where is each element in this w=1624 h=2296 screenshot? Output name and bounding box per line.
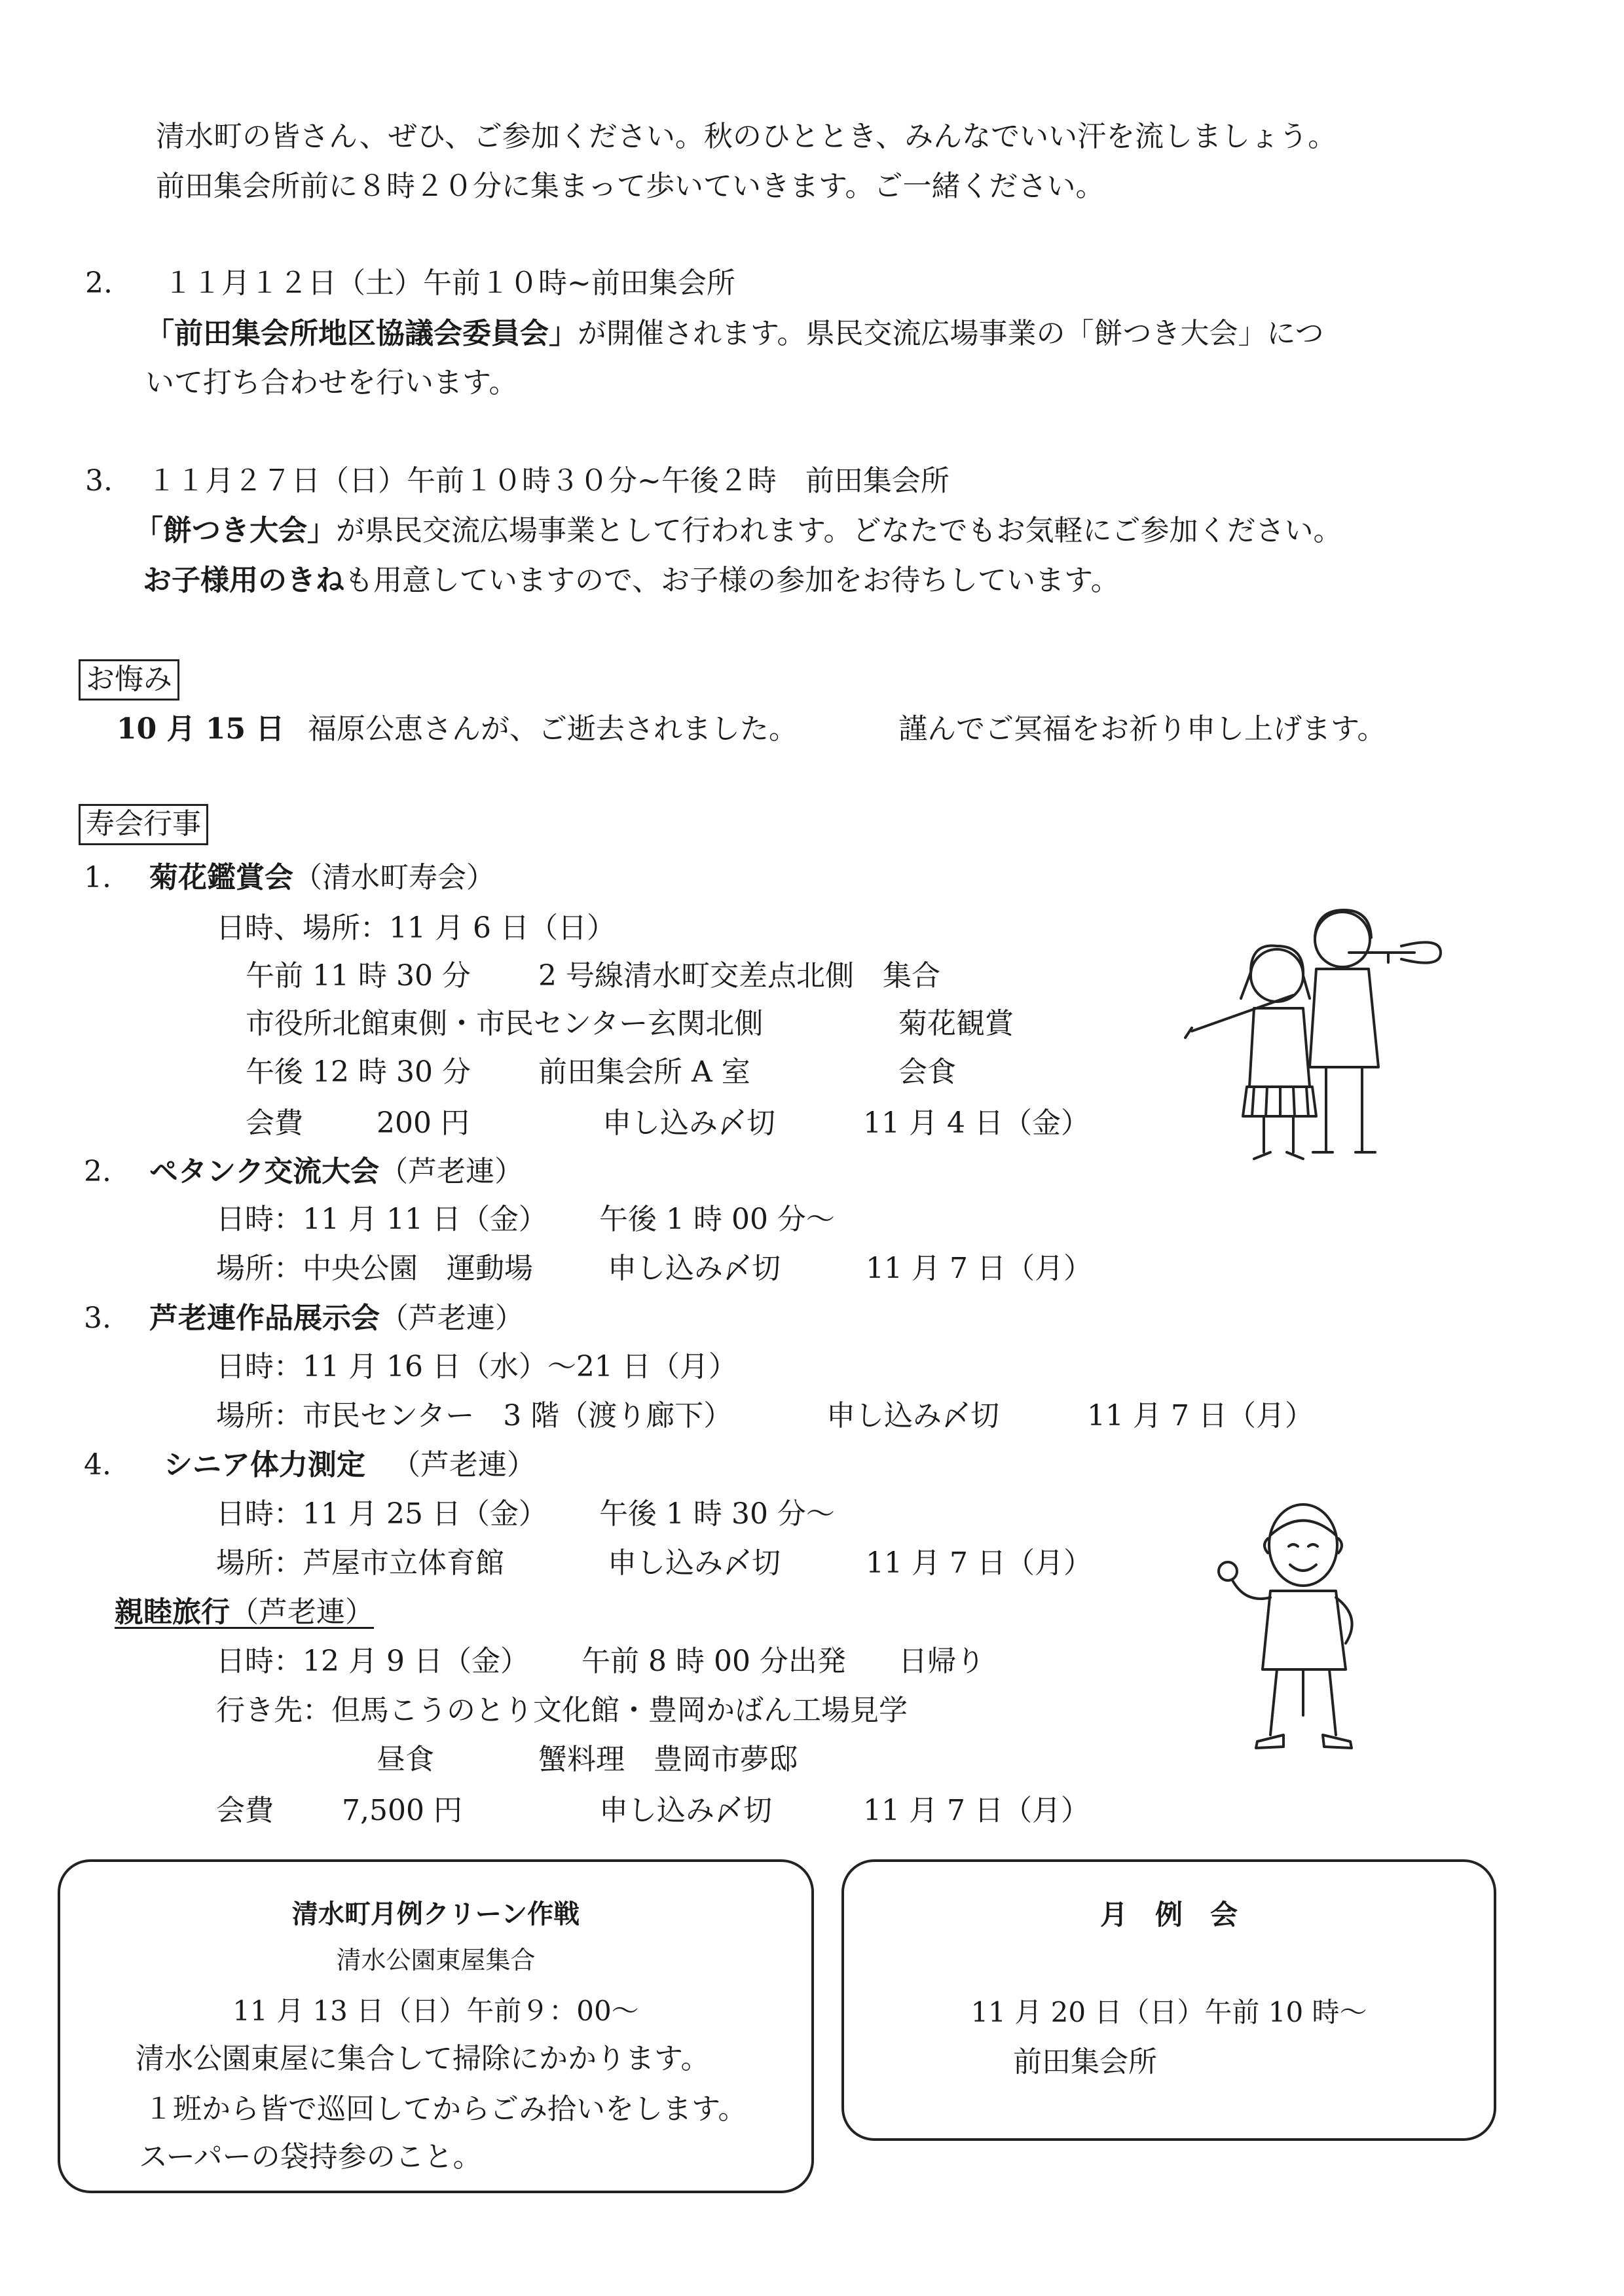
trip-header [115, 1595, 374, 1630]
clean-operation-box [58, 1859, 814, 2193]
trip-line-1a: 日時：12 月 9 日（金） [216, 1645, 529, 1678]
clean-box-line-2: １班から皆で巡回してからごみ拾いをします。 [144, 2092, 747, 2126]
event-3-line-2c: 11 月 7 日（月） [1087, 1399, 1314, 1432]
trip-line-2: 行き先：但馬こうのとり文化館・豊岡かばん工場見学 [216, 1694, 908, 1727]
event-1-header [149, 861, 495, 896]
trip-org: （芦老連） [230, 1595, 374, 1629]
condolence-text-2: 謹んでご冥福をお祈り申し上げます。 [898, 712, 1386, 746]
event-1-line-2a: 午前 11 時 30 分 [246, 959, 471, 993]
event-1-number: 1. [84, 861, 111, 894]
event-1-line-5b: 200 円 [377, 1106, 470, 1140]
event-1-line-2b: 2 号線清水町交差点北側 集合 [538, 959, 940, 993]
item-2-line-2: いて打ち合わせを行います。 [145, 366, 518, 399]
trip-line-4a: 会費 [216, 1794, 274, 1827]
item-3-kids-kine: お子様用のきね [143, 564, 344, 597]
event-1-line-4c: 会食 [898, 1055, 956, 1089]
intro-line-1: 清水町の皆さん、ぜひ、ご参加ください。秋のひととき、みんなでいい汗を流しましょう。 [156, 120, 1337, 153]
event-3-line-2b: 申し込み〆切 [826, 1399, 999, 1432]
item-3-line-1 [134, 514, 1342, 549]
event-1-line-4a: 午後 12 時 30 分 [246, 1055, 471, 1089]
item-3-line-2-rest: も用意していますので、お子様の参加をお待ちしています。 [344, 564, 1120, 597]
event-1-line-3b: 菊花観賞 [898, 1007, 1014, 1040]
event-3-number: 3. [84, 1302, 111, 1335]
trip-line-1b: 午前 8 時 00 分出発 [581, 1645, 846, 1678]
item-2-line-1-rest: が開催されます。県民交流広場事業の「餅つき大会」につ [578, 317, 1324, 350]
condolence-date: 10 月 15 日 [117, 712, 285, 746]
event-4-line-1a: 日時：11 月 25 日（金） [216, 1497, 547, 1531]
event-2-header [149, 1155, 523, 1190]
trip-line-4d: 11 月 7 日（月） [863, 1794, 1090, 1827]
monthly-box-title: 月 例 会 [1099, 1899, 1238, 1931]
event-2-number: 2. [84, 1155, 111, 1188]
elderly-man-illustration [1205, 1499, 1401, 1761]
trip-line-3a: 昼食 [377, 1743, 434, 1776]
event-2-line-1b: 午後 1 時 00 分～ [599, 1203, 835, 1236]
condolence-text: 福原公恵さんが、ご逝去されました。 [308, 712, 798, 746]
event-4-number: 4. [84, 1448, 111, 1482]
clean-box-line-1: 清水公園東屋に集合して掃除にかかります。 [136, 2042, 710, 2075]
event-1-line-4b: 前田集会所 A 室 [538, 1055, 750, 1089]
event-2-line-2b: 申し込み〆切 [608, 1252, 781, 1285]
event-4-org: （芦老連） [392, 1448, 536, 1482]
event-1-title: 菊花鑑賞会 [149, 861, 293, 894]
event-3-title: 芦老連作品展示会 [149, 1302, 380, 1335]
event-4-line-1b: 午後 1 時 30 分～ [599, 1497, 835, 1531]
trip-line-4c: 申し込み〆切 [599, 1794, 772, 1827]
event-3-line-1: 日時：11 月 16 日（水）～21 日（月） [216, 1350, 737, 1383]
item-2-line-1 [145, 317, 1324, 352]
item-3-mochi-event: 「餅つき大会」 [134, 514, 336, 547]
item-2-committee: 「前田集会所地区協議会委員会」 [145, 317, 578, 350]
event-1-line-1: 日時、場所：11 月 6 日（日） [216, 911, 616, 945]
event-1-line-5a: 会費 [246, 1106, 303, 1140]
event-1-line-3a: 市役所北館東側・市民センター玄関北側 [246, 1007, 764, 1040]
monthly-box-date: 11 月 20 日（日）午前 10 時～ [970, 1996, 1367, 2028]
event-3-line-2a: 場所：市民センター 3 階（渡り廊下） [216, 1399, 733, 1432]
event-3-header [149, 1302, 524, 1336]
event-1-line-5c: 申し込み〆切 [602, 1106, 775, 1140]
event-4-header [164, 1448, 536, 1483]
trip-line-3b: 蟹料理 豊岡市夢邸 [538, 1743, 798, 1776]
events-heading: 寿会行事 [79, 804, 208, 845]
clean-box-line-3: スーパーの袋持参のこと。 [139, 2140, 482, 2174]
event-2-org: （芦老連） [379, 1155, 524, 1188]
intro-line-2: 前田集会所前に８時２０分に集まって歩いていきます。ご一緒ください。 [156, 170, 1105, 203]
item-3-line-2 [143, 564, 1120, 598]
item-3-number: 3. [85, 464, 113, 498]
trip-title: 親睦旅行 [115, 1595, 230, 1629]
event-4-line-2b: 申し込み〆切 [608, 1546, 781, 1580]
students-band-illustration [1179, 890, 1473, 1165]
clean-box-subtitle: 清水公園東屋集合 [336, 1946, 536, 1975]
event-1-line-5d: 11 月 4 日（金） [863, 1106, 1090, 1140]
clean-box-title: 清水町月例クリーン作戦 [291, 1899, 580, 1929]
monthly-meeting-box [841, 1859, 1496, 2141]
item-2-number: 2. [85, 266, 113, 300]
item-3-line-1-rest: が県民交流広場事業として行われます。どなたでもお気軽にご参加ください。 [336, 514, 1342, 547]
event-2-line-2a: 場所：中央公園 運動場 [216, 1252, 533, 1285]
item-2-date: １１月１２日（土）午前１０時~前田集会所 [164, 266, 735, 300]
monthly-box-place: 前田集会所 [1013, 2045, 1157, 2079]
event-1-org: （清水町寿会） [293, 861, 495, 894]
clean-box-date: 11 月 13 日（日）午前９：00～ [232, 1995, 639, 2027]
event-2-line-1a: 日時：11 月 11 日（金） [216, 1203, 547, 1236]
event-4-line-2a: 場所：芦屋市立体育館 [216, 1546, 504, 1580]
condolence-line [117, 712, 284, 747]
event-4-line-2c: 11 月 7 日（月） [866, 1546, 1092, 1580]
condolence-heading: お悔み [79, 659, 179, 701]
event-2-line-2c: 11 月 7 日（月） [866, 1252, 1092, 1285]
trip-line-1c: 日帰り [898, 1645, 985, 1678]
trip-line-4b: 7,500 円 [342, 1794, 462, 1827]
event-2-title: ペタンク交流大会 [149, 1155, 380, 1188]
item-3-date: １１月２７日（日）午前１０時３０分~午後２時 前田集会所 [147, 464, 950, 498]
event-4-title: シニア体力測定 [164, 1448, 365, 1482]
event-3-org: （芦老連） [380, 1302, 524, 1335]
